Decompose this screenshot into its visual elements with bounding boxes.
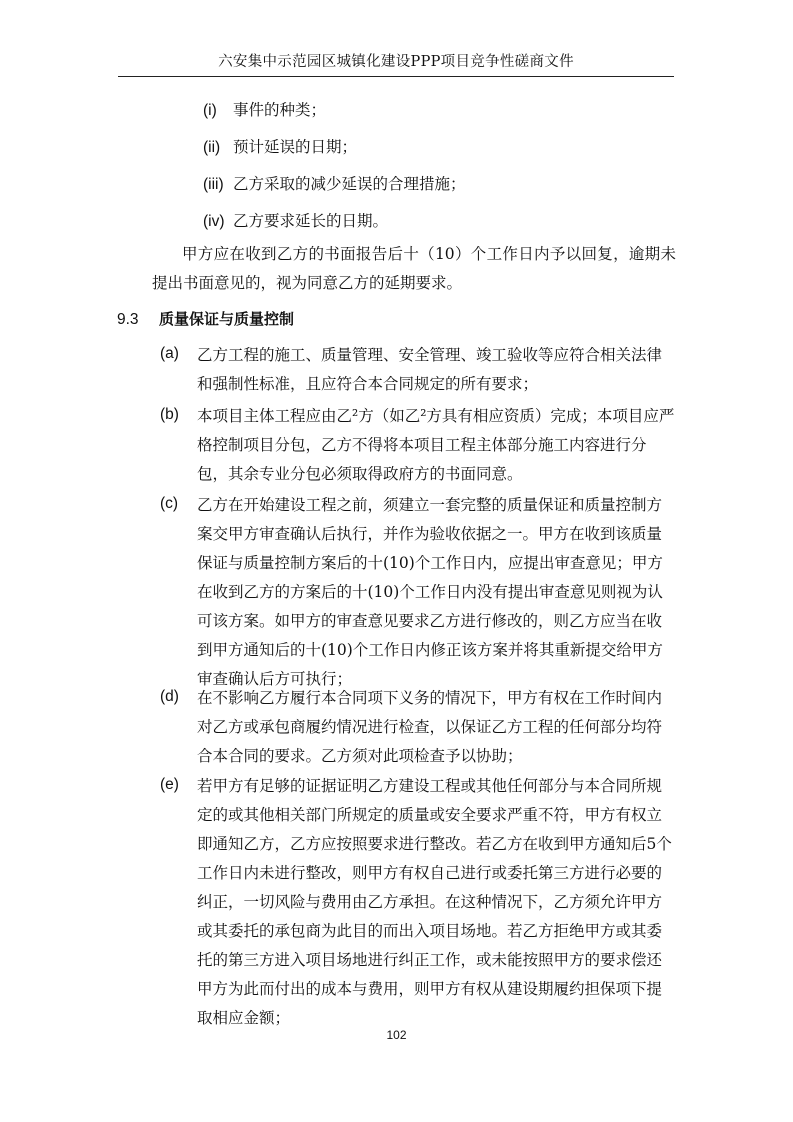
clause-marker: (b) (160, 406, 179, 423)
clause-text: 在不影响乙方履行本合同项下义务的情况下，甲方有权在工作时间内对乙方或承包商履约情况进行检查，以保证乙方工程的任何部分均符合本合同的要求。乙方须对此项检查予以协助； (197, 689, 663, 765)
sub-list-item (203, 173, 466, 196)
sub-list-marker: (iii) (203, 176, 224, 193)
clause-text: 本项目主体工程应由乙²方（如乙²方具有相应资质）完成；本项目应严格控制项目分包，乙方不得将本项目工程主体部分施工内容进行分包，其余专业分包必须取得政府方的书面同意。 (197, 407, 675, 483)
reply-paragraph: 甲方应在收到乙方的书面报告后十（10）个工作日内予以回复，逾期未提出书面意见的，视为同意乙方的延期要求。 (152, 245, 676, 292)
sub-list-text: 乙方采取的减少延误的合理措施； (233, 175, 466, 193)
sub-list-item (203, 210, 388, 233)
page-number: 102 (386, 1028, 407, 1042)
sub-list-text: 预计延误的日期； (233, 138, 358, 156)
clause-text: 乙方工程的施工、质量管理、安全管理、竣工验收等应符合相关法律和强制性标准，且应符合本合同规定的所有要求； (197, 346, 663, 393)
sub-list-marker: (iv) (203, 213, 225, 230)
section-heading (117, 308, 294, 331)
clause-marker: (c) (160, 495, 179, 512)
sub-list-marker: (ii) (203, 139, 221, 156)
clause-text: 乙方在开始建设工程之前，须建立一套完整的质量保证和质量控制方案交甲方审查确认后执行，并作为验收依据之一。甲方在收到该质量保证与质量控制方案后的十(10)个工作日内，应提出审查意见；甲方在收到乙方的方案后的十(10)个工作日内没有提出审查意见则视为认可该方案。如甲方的审查意见要求乙方进行修改的，则乙方应当在收到甲方通知后的十(10)个工作日内修正该方案并将其重新提交给甲方审查确认后方可执行； (197, 496, 663, 688)
clause-marker: (d) (160, 688, 179, 705)
sub-list-marker: (i) (203, 102, 217, 119)
header-divider (118, 76, 674, 77)
section-number: 9.3 (117, 311, 139, 328)
clause-text: 若甲方有足够的证据证明乙方建设工程或其他任何部分与本合同所规定的或其他相关部门所规定的质量或安全要求严重不符，甲方有权立即通知乙方，乙方应按照要求进行整改。若乙方在收到甲方通知后5个工作日内未进行整改，则甲方有权自己进行或委托第三方进行必要的纠正，一切风险与费用由乙方承担。在这种情况下，乙方须允许甲方或其委托的承包商为此目的而出入项目场地。若乙方拒绝甲方或其委托的第三方进入项目场地进行纠正工作，或未能按照甲方的要求偿还甲方为此而付出的成本与费用，则甲方有权从建设期履约担保项下提取相应金额； (197, 777, 672, 1027)
document-header: 六安集中示范园区城镇化建设PPP项目竞争性磋商文件 (218, 54, 574, 70)
sub-list-item (203, 136, 357, 159)
sub-list-text: 乙方要求延长的日期。 (233, 212, 389, 230)
clause-marker: (e) (160, 776, 179, 793)
sub-list-text: 事件的种类； (233, 101, 327, 119)
sub-list-item (203, 99, 326, 122)
clause-marker: (a) (160, 345, 179, 362)
section-title: 质量保证与质量控制 (159, 310, 295, 328)
